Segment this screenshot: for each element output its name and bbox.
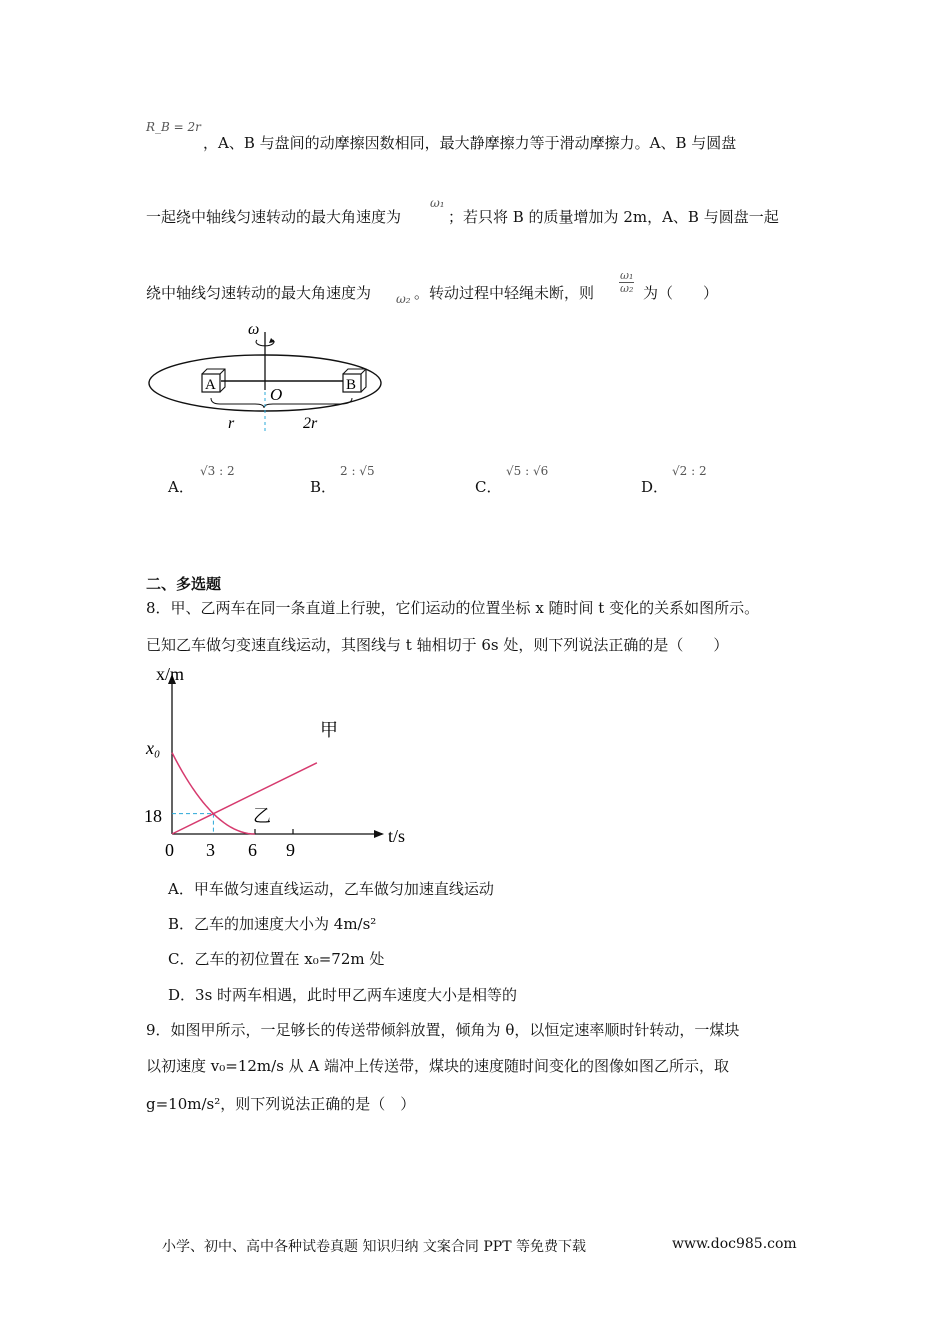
- option-b-value: 2 : √5: [340, 464, 375, 478]
- q7-line3-c: 为（ ）: [643, 284, 719, 302]
- q8-line2: 已知乙车做匀变速直线运动，其图线与 t 轴相切于 6s 处，则下列说法正确的是（ ）: [146, 636, 729, 654]
- x-tick-0: 0: [165, 840, 174, 860]
- formula-r-b: R_B = 2r: [146, 120, 201, 134]
- footer-link[interactable]: www.doc985.com: [672, 1236, 797, 1252]
- x-axis-label: t/s: [388, 826, 406, 846]
- q9-line3: g=10m/s²，则下列说法正确的是（ ）: [146, 1095, 416, 1113]
- q8-option-b: B．乙车的加速度大小为 4m/s²: [168, 915, 377, 933]
- omega2-symbol: ω₂: [396, 292, 411, 306]
- x0-label: x₀: [146, 738, 161, 758]
- box-a-label: A: [205, 377, 216, 393]
- q9-line2: 以初速度 v₀=12m/s 从 A 端冲上传送带，煤块的速度随时间变化的图像如图乙所示，取: [146, 1057, 730, 1075]
- q7-line2-a: 一起绕中轴线匀速转动的最大角速度为: [146, 208, 402, 226]
- series-yi-label: 乙: [253, 806, 271, 826]
- option-c-label: C．: [475, 478, 502, 496]
- omega-ratio-fraction: [619, 270, 634, 295]
- option-a-label: A．: [168, 478, 194, 496]
- option-d-label: D．: [641, 478, 669, 496]
- option-c-value: √5 : √6: [506, 464, 549, 478]
- fraction-denominator: ω₂: [620, 282, 634, 295]
- q8-option-d: D．3s 时两车相遇，此时甲乙两车速度大小是相等的: [168, 986, 518, 1004]
- q8-line1: 8．甲、乙两车在同一条直道上行驶，它们运动的位置坐标 x 随时间 t 变化的关系如图所示。: [146, 599, 760, 617]
- q8-option-c: C．乙车的初位置在 x₀=72m 处: [168, 950, 385, 968]
- option-d-value: √2 : 2: [672, 464, 707, 478]
- q7-line1: ，A、B 与盘间的动摩擦因数相同，最大静摩擦力等于滑动摩擦力。A、B 与圆盘: [203, 134, 737, 152]
- option-b-label: B．: [310, 478, 337, 496]
- q7-line2-b: ；若只将 B 的质量增加为 2m，A、B 与圆盘一起: [448, 208, 779, 226]
- distance-2r-label: 2r: [303, 415, 318, 432]
- x-axis-arrow-icon: [374, 830, 384, 838]
- q9-line1: 9．如图甲所示，一足够长的传送带倾斜放置，倾角为 θ，以恒定速率顺时针转动，一煤块: [146, 1021, 740, 1039]
- box-b-label: B: [346, 377, 357, 393]
- q8-option-a: A．甲车做匀速直线运动，乙车做匀加速直线运动: [168, 880, 494, 898]
- q7-line3-a: 绕中轴线匀速转动的最大角速度为: [146, 284, 372, 302]
- box-b: [343, 369, 366, 393]
- x-tick-9: 9: [286, 840, 295, 860]
- x-tick-3: 3: [206, 840, 215, 860]
- rotating-disc-figure: [140, 318, 400, 436]
- x-tick-6: 6: [248, 840, 257, 860]
- y-tick-18: 18: [144, 806, 162, 826]
- option-a-value: √3 : 2: [200, 464, 235, 478]
- footer-text: 小学、初中、高中各种试卷真题 知识归纳 文案合同 PPT 等免费下载: [162, 1239, 586, 1255]
- series-jia-line: [172, 763, 317, 834]
- omega-label: ω: [248, 321, 260, 338]
- distance-r-label: r: [228, 415, 235, 432]
- position-time-chart: [140, 662, 420, 862]
- omega1-symbol: ω₁: [430, 196, 445, 210]
- y-axis-label: x/m: [156, 664, 185, 684]
- q7-line3-b: 。转动过程中轻绳未断，则: [414, 284, 595, 302]
- center-o-label: O: [270, 385, 283, 404]
- section-title: 二、多选题: [146, 575, 222, 593]
- fraction-numerator: ω₁: [620, 269, 634, 282]
- series-jia-label: 甲: [320, 720, 338, 740]
